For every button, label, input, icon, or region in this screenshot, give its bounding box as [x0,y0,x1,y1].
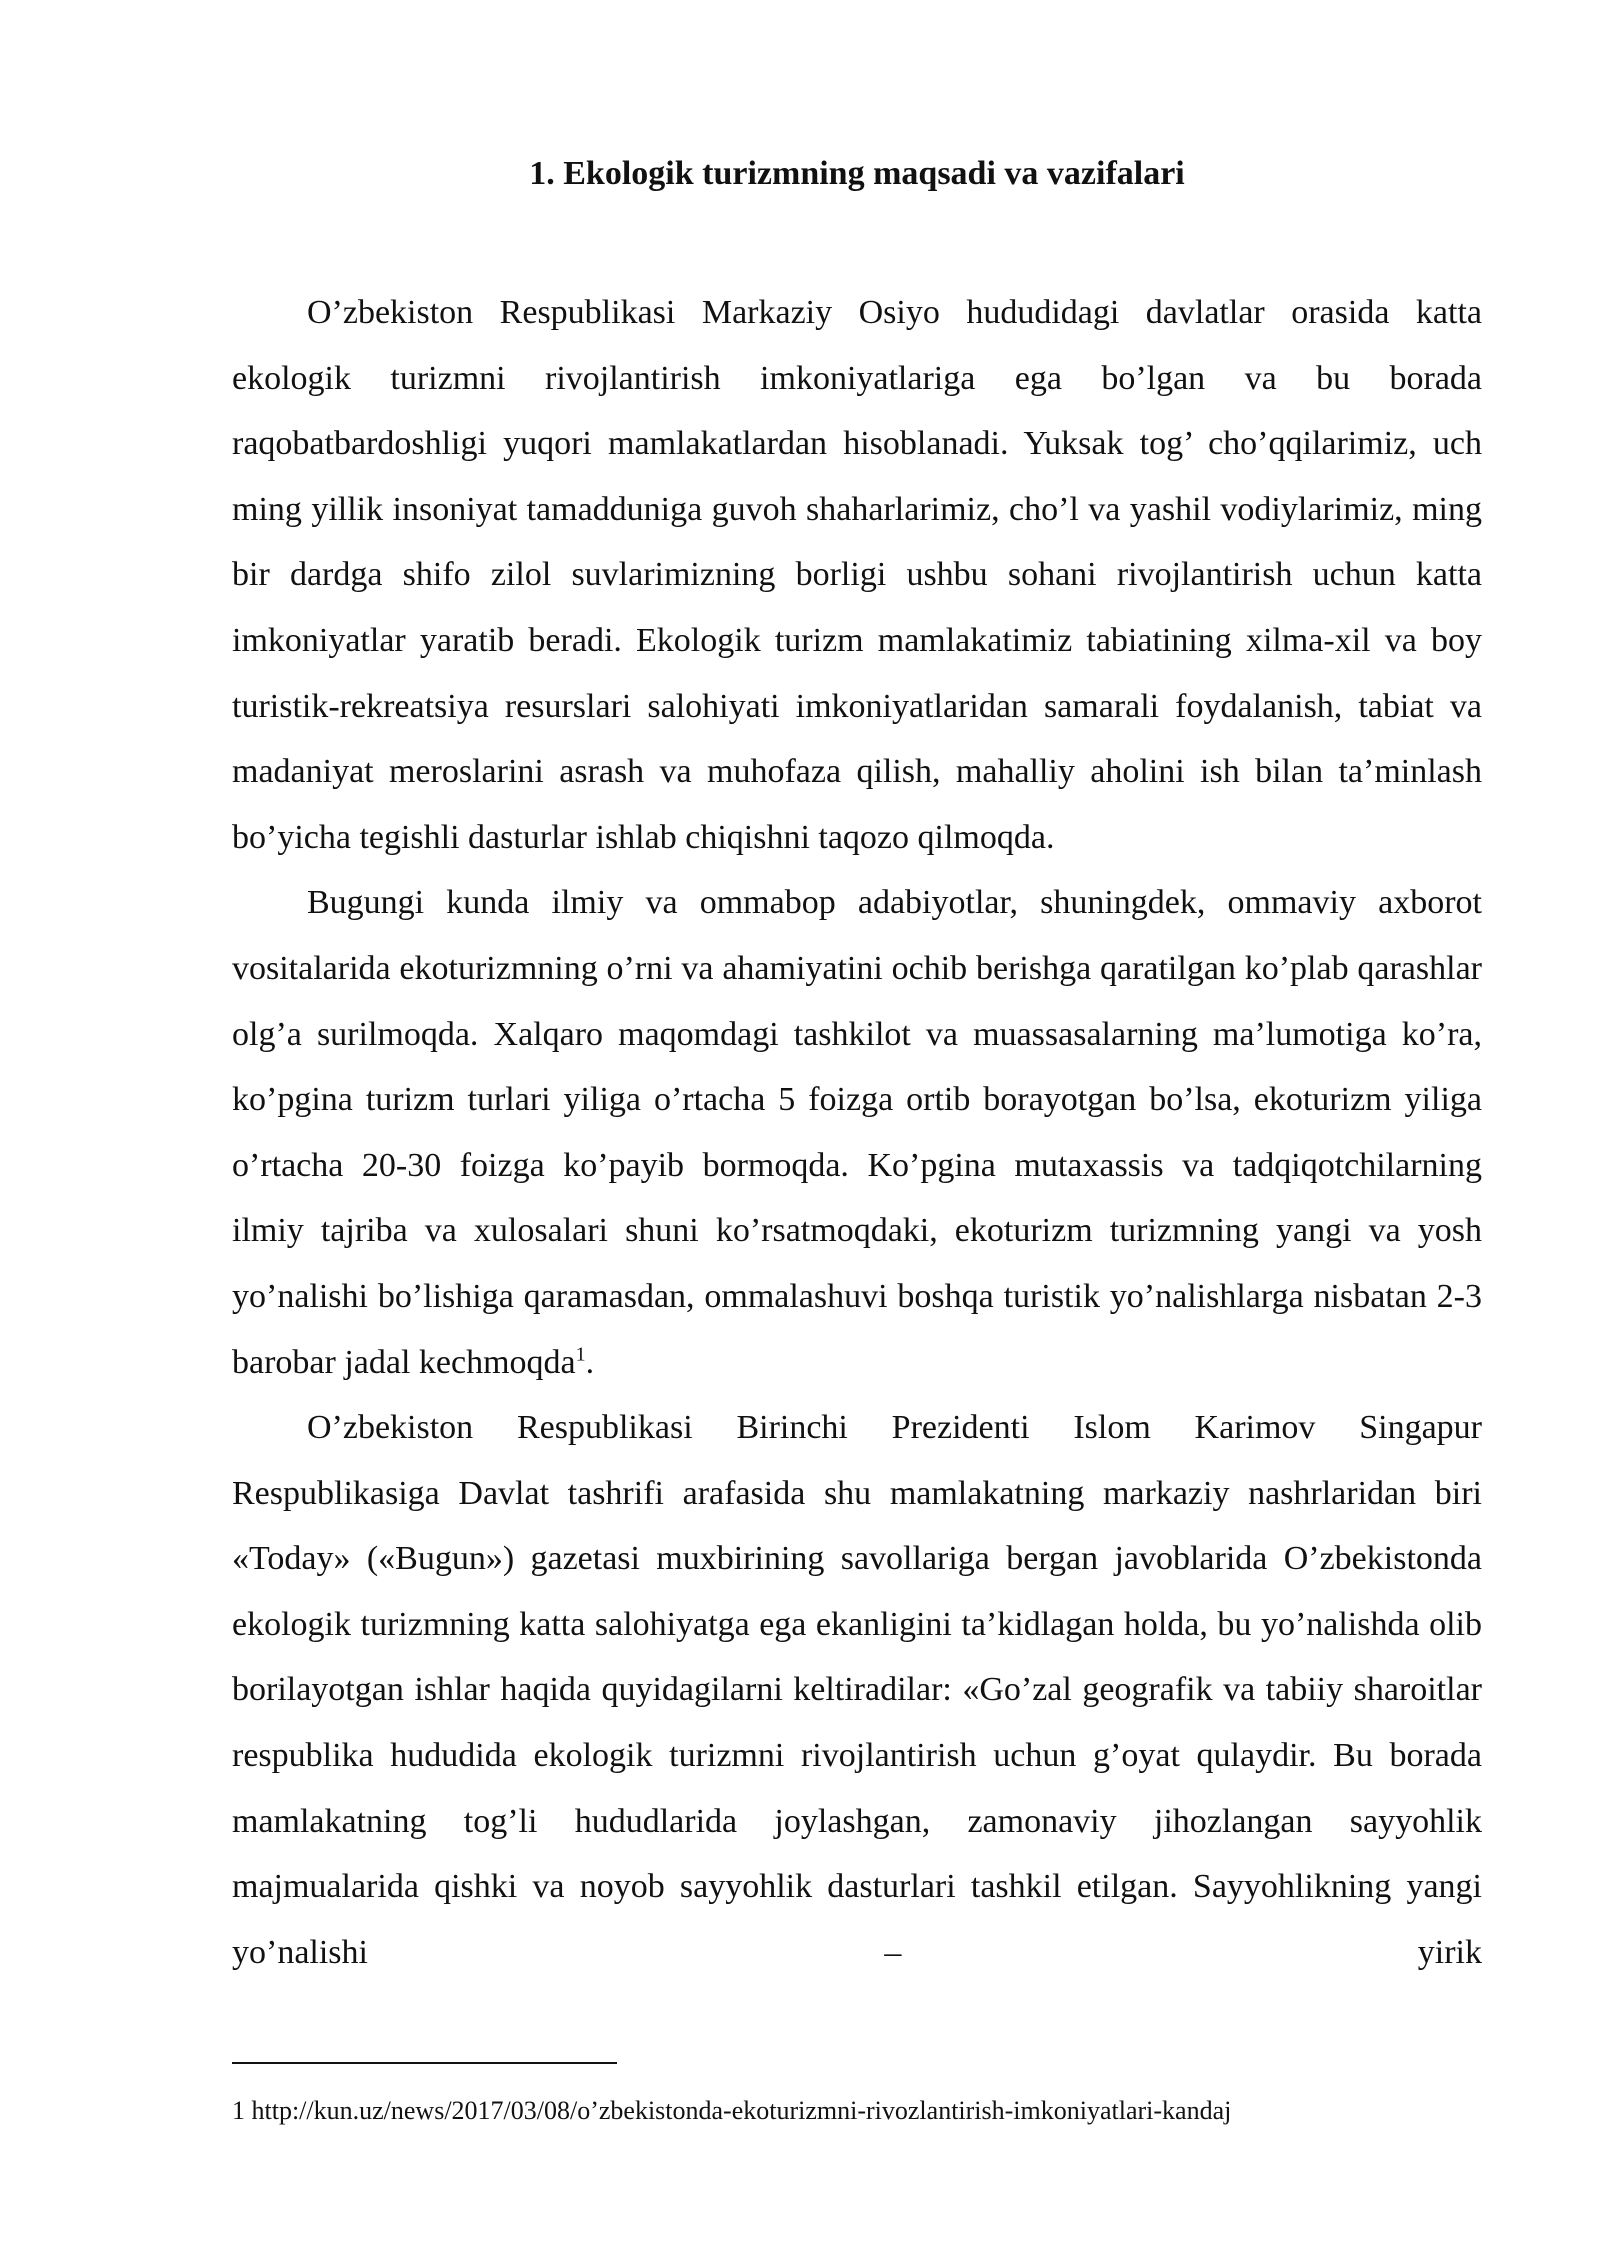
paragraph-2-end: . [585,1343,595,1381]
body-text [232,280,1482,1985]
paragraph-2-text: Bugungi kunda ilmiy va ommabop adabiyotlar, shuningdek, ommaviy axborot vositalarida ekoturizmning o’rni va ahamiyatini ochib berishga qaratilgan ko’plab qarashlar olg’a surilmoqda. Xalqaro maqomdagi tashkilot va muassasalarning ma’lumotiga ko’ra, ko’pgina turizm turlari yiliga o’rtacha 5 foizga ortib borayotgan bo’lsa, ekoturizm yiliga o’rtacha 20-30 foizga ko’payib bormoqda. Ko’pgina mutaxassis va tadqiqotchilarning ilmiy tajriba va xulosalari shuni ko’rsatmoqdaki, ekoturizm turizmning yangi va yosh yo’nalishi bo’lishiga qaramasdan, ommalashuvi boshqa turistik yo’nalishlarga nisbatan 2-3 barobar jadal kechmoqda [232,884,1482,1381]
paragraph-3: O’zbekiston Respublikasi Birinchi Prezidenti Islom Karimov Singapur Respublikasiga Davlat tashrifi arafasida shu mamlakatning markaziy nashrlaridan biri «Today» («Bugun») gazetasi muxbirining savollariga bergan javoblarida O’zbekistonda ekologik turizmning katta salohiyatga ega ekanligini ta’kidlagan holda, bu yo’nalishda olib borilayotgan ishlar haqida quyidagilarni keltiradilar: «Go’zal geografik va tabiiy sharoitlar respublika hududida ekologik turizmni rivojlantirish uchun g’oyat qulaydir. Bu borada mamlakatning tog’li hududlarida joylashgan, zamonaviy jihozlangan sayyohlik majmualarida qishki va noyob sayyohlik dasturlari tashkil etilgan. Sayyohlikning yangi yo’nalishi – yirik [232,1409,1482,1971]
footnote-reference[interactable]: 1 [575,1343,586,1366]
footnote [232,2094,1482,2128]
footnote-number: 1 [232,2096,245,2125]
footnote-link[interactable]: http://kun.uz/news/2017/03/08/o’zbekistonda-ekoturizmni-rivozlantirish-imkoniyatlari-kandaj [251,2096,1232,2125]
paragraph-2 [232,870,1482,1395]
footnote-separator [232,2062,617,2064]
paragraph-1: O’zbekiston Respublikasi Markaziy Osiyo hududidagi davlatlar orasida katta ekologik turizmni rivojlantirish imkoniyatlariga ega bo’lgan va bu borada raqobatbardoshligi yuqori mamlakatlardan hisoblanadi. Yuksak tog’ cho’qqilarimiz, uch ming yillik insoniyat tamadduniga guvoh shaharlarimiz, cho’l va yashil vodiylarimiz, ming bir dardga shifo zilol suvlarimizning borligi ushbu sohani rivojlantirish uchun katta imkoniyatlar yaratib beradi. Ekologik turizm mamlakatimiz tabiatining xilma-xil va boy turistik-rekreatsiya resurslari salohiyati imkoniyatlaridan samarali foydalanish, tabiat va madaniyat meroslarini asrash va muhofaza qilish, mahalliy aholini ish bilan ta’minlash bo’yicha tegishli dasturlar ishlab chiqishni taqozo qilmoqda. [232,294,1482,856]
section-title: 1. Ekologik turizmning maqsadi va vazifalari [529,155,1185,192]
